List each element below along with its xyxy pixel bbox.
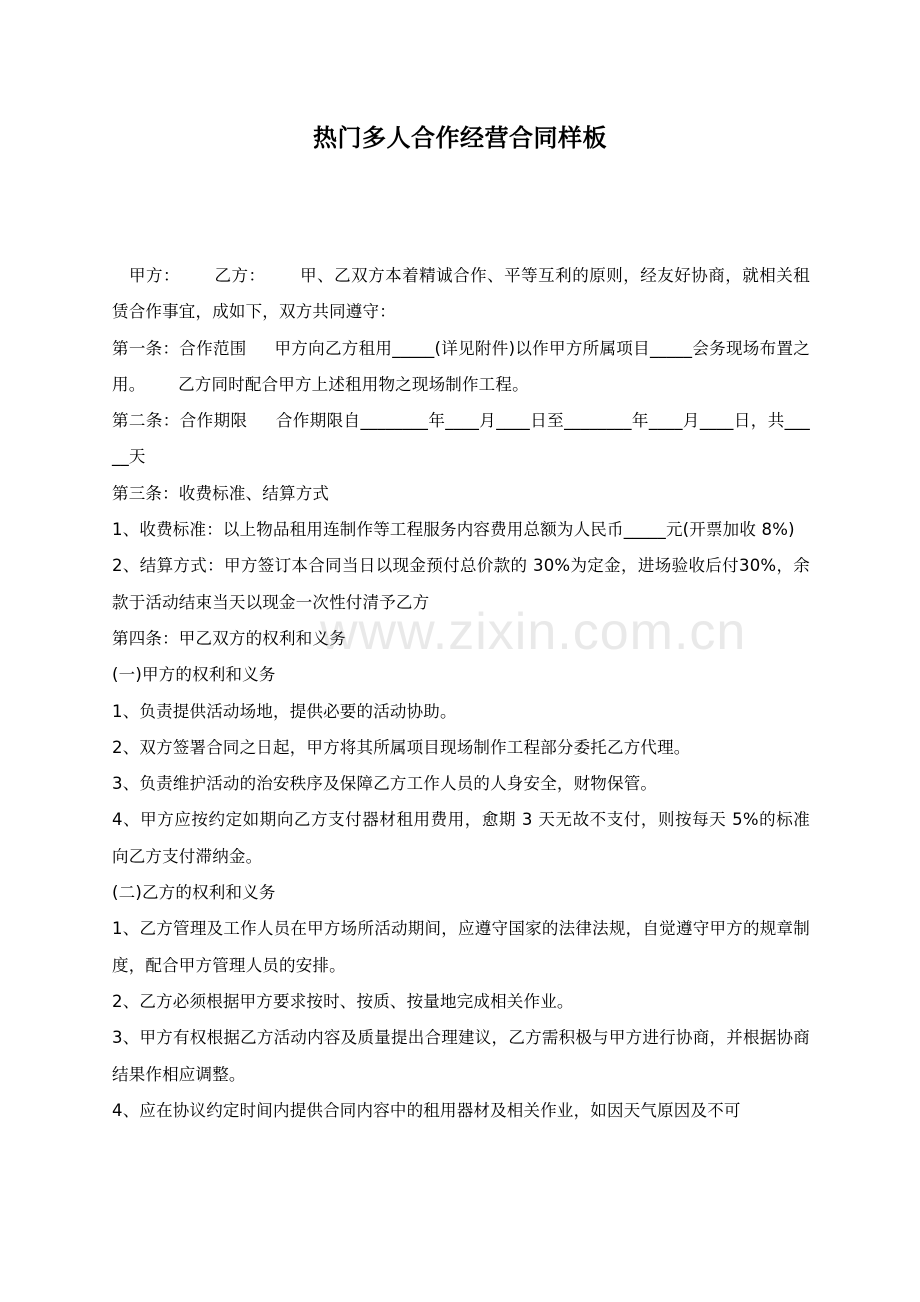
paragraph-party-a-item-4: 4、甲方应按约定如期向乙方支付器材租用费用，愈期 3 天无故不支付，则按每天 5%的标准向乙方支付滞纳金。 [112, 810, 810, 866]
paragraph-party-a-item-1: 1、负责提供活动场地，提供必要的活动协助。 [112, 701, 457, 721]
paragraph-party-b-item-4: 4、应在协议约定时间内提供合同内容中的租用器材及相关作业，如因天气原因及不可 [112, 1100, 741, 1120]
paragraph-preamble: 甲方： 乙方： 甲、乙双方本着精诚合作、平等互利的原则，经友好协商，就相关租赁合作事宜，成如下，双方共同遵守： [112, 266, 810, 322]
paragraph-article-1: 第一条：合作范围 甲方向乙方租用_____(详见附件)以作甲方所属项目_____会务现场布置之用。 乙方同时配合甲方上述租用物之现场制作工程。 [112, 338, 810, 394]
paragraph-article-2: 第二条：合作期限 合作期限自________年____月____日至________年____月____日，共_____天 [112, 411, 810, 467]
paragraph-party-b-item-2: 2、乙方必须根据甲方要求按时、按质、按量地完成相关作业。 [112, 991, 574, 1011]
paragraph-fee-standard: 1、收费标准：以上物品租用连制作等工程服务内容费用总额为人民币_____元(开票加收 8%) [112, 520, 795, 540]
paragraph-party-a-item-2: 2、双方签署合同之日起，甲方将其所属项目现场制作工程部分委托乙方代理。 [112, 737, 691, 757]
document-body [112, 258, 810, 1129]
paragraph-party-a-heading: (一)甲方的权利和义务 [112, 665, 276, 685]
paragraph-party-b-heading: (二)乙方的权利和义务 [112, 883, 276, 903]
paragraph-article-3-heading: 第三条：收费标准、结算方式 [112, 483, 330, 503]
paragraph-party-a-item-3: 3、负责维护活动的治安秩序及保障乙方工作人员的人身安全，财物保管。 [112, 774, 658, 794]
paragraph-settlement: 2、结算方式：甲方签订本合同当日以现金预付总价款的 30%为定金，进场验收后付30%，余款于活动结束当天以现金一次性付清予乙方 [112, 556, 810, 612]
paragraph-party-b-item-1: 1、乙方管理及工作人员在甲方场所活动期间，应遵守国家的法律法规，自觉遵守甲方的规章制度，配合甲方管理人员的安排。 [112, 919, 810, 975]
watermark-text: www.zixin.com.cn [320, 603, 747, 661]
document-title: 热门多人合作经营合同样板 [313, 124, 607, 152]
paragraph-article-4-heading: 第四条：甲乙双方的权利和义务 [112, 628, 346, 648]
paragraph-party-b-item-3: 3、甲方有权根据乙方活动内容及质量提出合理建议，乙方需积极与甲方进行协商，并根据协商结果作相应调整。 [112, 1028, 810, 1084]
